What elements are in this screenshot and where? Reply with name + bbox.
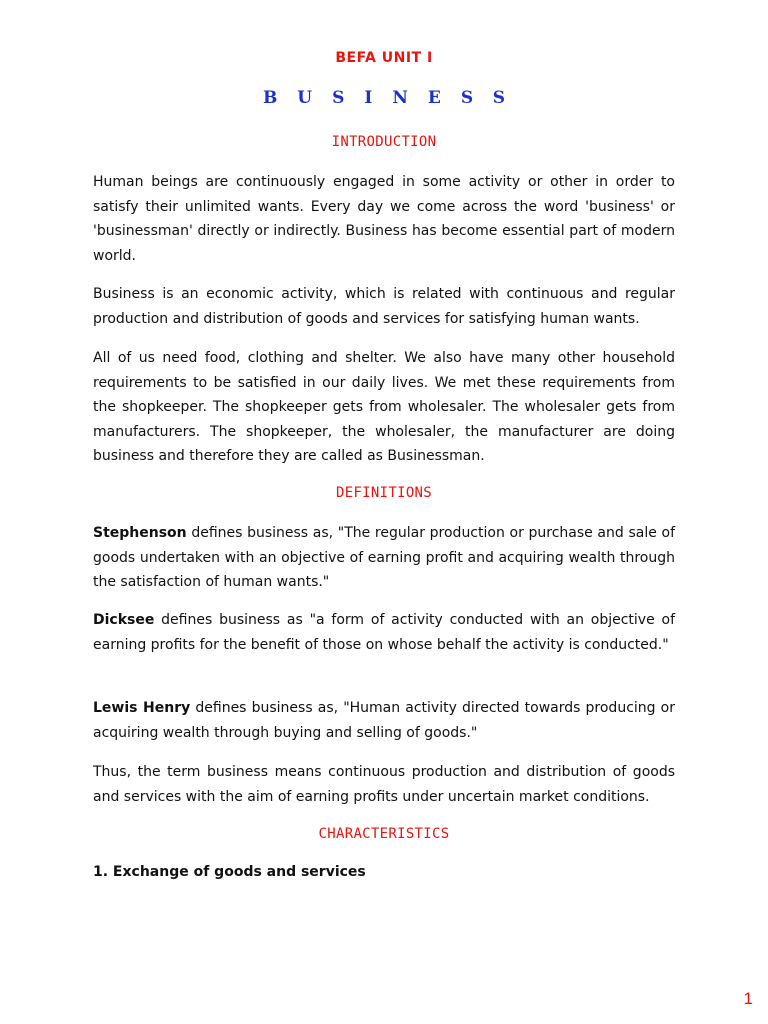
characteristic-item-1: 1. Exchange of goods and services: [93, 864, 366, 880]
definition-summary: Thus, the term business means continuous production and distribution of goods and services with the aim of earning profits under uncertain market conditions.: [93, 764, 675, 805]
definition-text: defines business as, "Human activity directed towards producing or acquiring wealth through buying and selling of goods.": [93, 700, 675, 741]
intro-paragraph-3: All of us need food, clothing and shelter. We also have many other household requirements to be satisfied in our daily lives. We met these requirements from the shopkeeper. The shopkeeper gets from wholesaler. The wholesaler gets from manufacturers. The shopkeeper, the wholesaler, the manufacturer are doing business and therefore they are called as Businessman.: [93, 350, 675, 464]
unit-title: BEFA UNIT I: [335, 50, 433, 66]
definition-lewis-henry: [93, 696, 675, 745]
definition-text: defines business as, "The regular production or purchase and sale of goods undertaken with an objective of earning profit and acquiring wealth through the satisfaction of human wants.": [93, 525, 675, 590]
definition-author: Lewis Henry: [93, 700, 191, 716]
definitions-heading: DEFINITIONS: [335, 485, 433, 501]
definition-author: Dicksee: [93, 612, 155, 628]
definition-dicksee: [93, 608, 675, 657]
introduction-heading: INTRODUCTION: [331, 134, 437, 150]
main-title: BUSINESS: [262, 88, 526, 108]
definition-author: Stephenson: [93, 525, 187, 541]
definition-text: defines business as "a form of activity conducted with an objective of earning profits for the benefit of those on whose behalf the activity is conducted.": [93, 612, 675, 653]
characteristics-heading: CHARACTERISTICS: [318, 826, 450, 842]
definition-stephenson: [93, 521, 675, 595]
intro-paragraph-1: Human beings are continuously engaged in some activity or other in order to satisfy their unlimited wants. Every day we come across the word 'business' or 'businessman' directly or indirectly. Business has become essential part of modern world.: [93, 174, 675, 264]
page-number: 1: [743, 989, 753, 1008]
intro-paragraph-2: Business is an economic activity, which is related with continuous and regular production and distribution of goods and services for satisfying human wants.: [93, 286, 675, 327]
